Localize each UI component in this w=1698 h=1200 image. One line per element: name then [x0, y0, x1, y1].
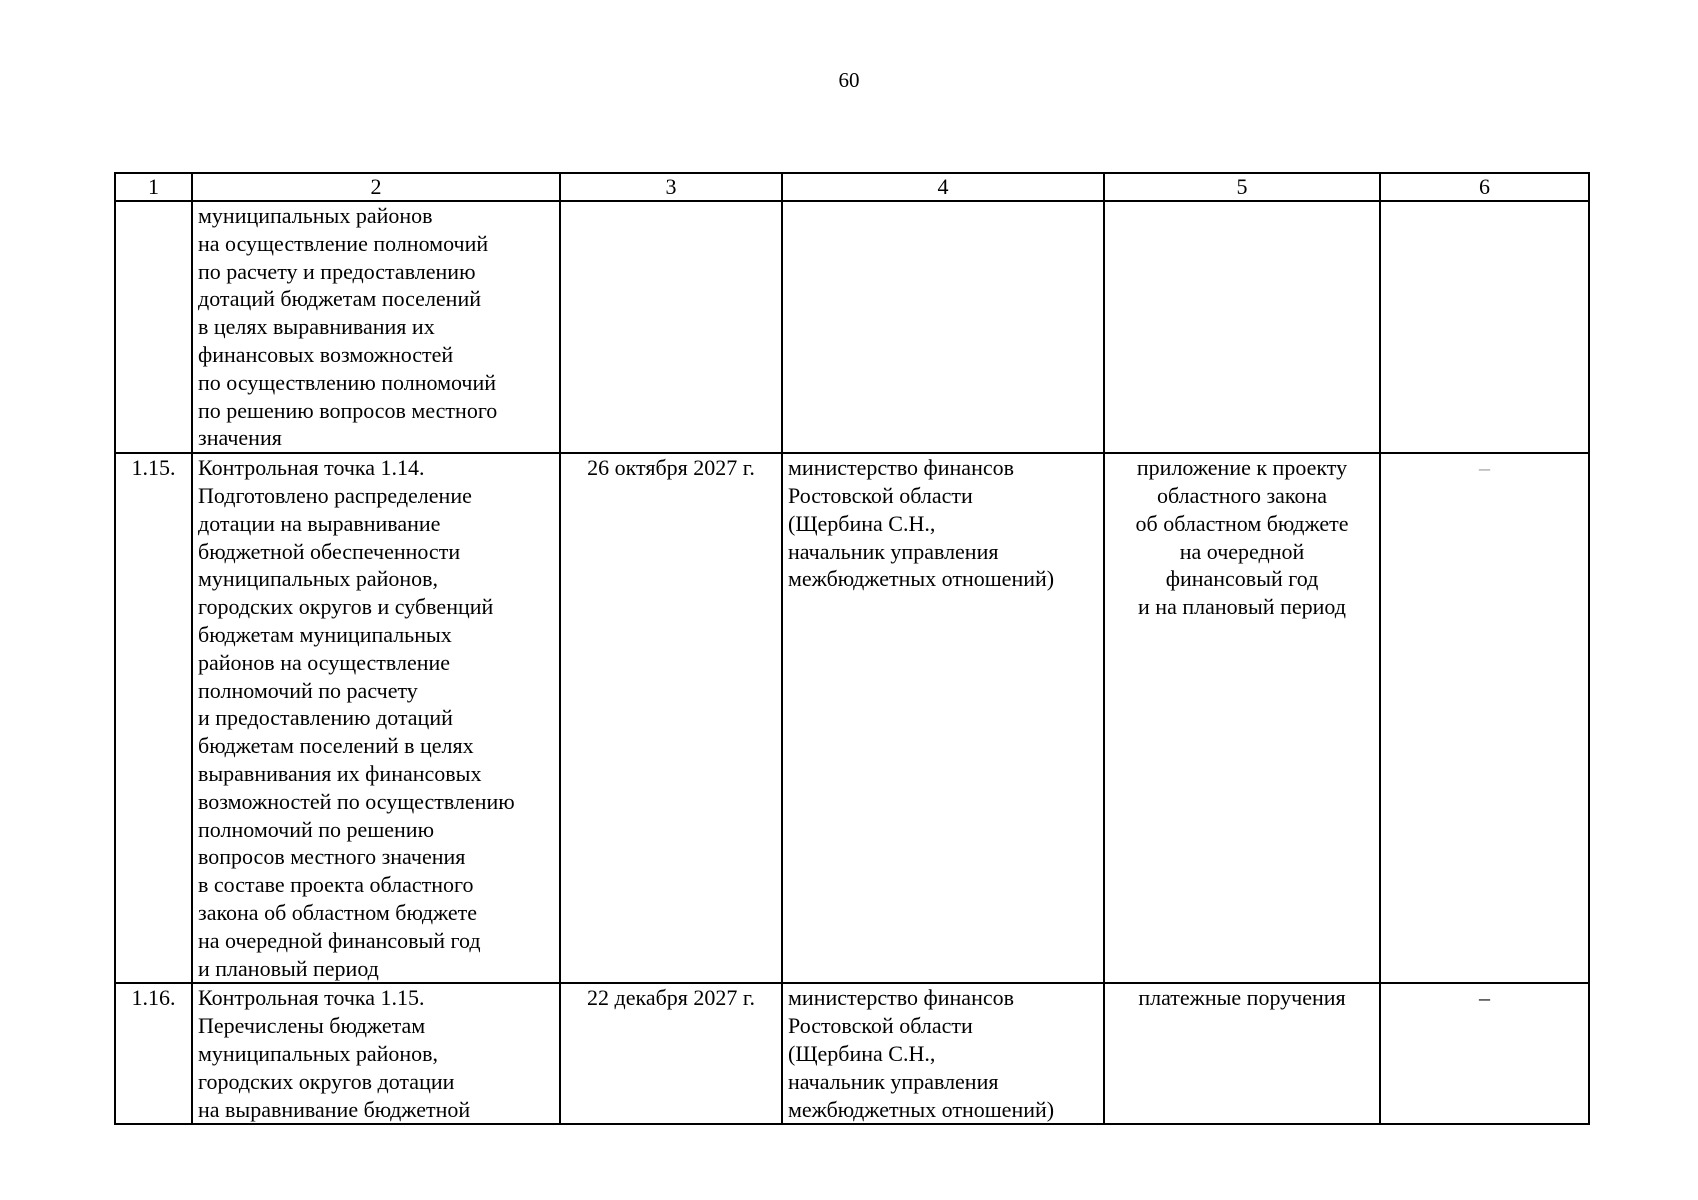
responsible-cell	[782, 453, 1104, 983]
responsible-line: межбюджетных отношений)	[788, 1096, 1055, 1122]
description-line: выравнивания их финансовых	[198, 760, 482, 786]
responsible-line: (Щербина С.Н.,	[788, 1040, 936, 1066]
description-line: дотации на выравнивание	[198, 510, 441, 536]
row-number-cell: 1.15.	[115, 453, 192, 983]
description-cell	[192, 983, 560, 1124]
description-line: в целях выравнивания их	[198, 314, 435, 340]
description-cell	[192, 453, 560, 983]
responsible-line: (Щербина С.Н.,	[788, 510, 936, 536]
result-document-line: на очередной	[1179, 538, 1305, 564]
result-document-cell	[1104, 983, 1380, 1124]
column-header-4: 4	[782, 173, 1104, 201]
description-cell	[192, 201, 560, 453]
responsible-line: начальник управления	[788, 1068, 999, 1094]
date-cell: 26 октября 2027 г.	[560, 453, 782, 983]
description-line: вопросов местного значения	[198, 844, 466, 870]
description-line: закона об областном бюджете	[198, 899, 478, 925]
page-number: 60	[838, 68, 860, 92]
note-cell: –	[1380, 983, 1589, 1124]
date-cell	[560, 201, 782, 453]
responsible-cell	[782, 983, 1104, 1124]
description-line: бюджетной обеспеченности	[198, 538, 461, 564]
description-line: городских округов дотации	[198, 1068, 455, 1094]
result-document-cell	[1104, 453, 1380, 983]
description-line: муниципальных районов	[198, 203, 433, 228]
column-header-1: 1	[115, 173, 192, 201]
responsible-line: министерство финансов	[788, 985, 1014, 1011]
column-header-5: 5	[1104, 173, 1380, 201]
description-line: Контрольная точка 1.15.	[198, 985, 425, 1011]
date-cell: 22 декабря 2027 г.	[560, 983, 782, 1124]
description-line: Контрольная точка 1.14.	[198, 455, 425, 481]
description-line: на осуществление полномочий	[198, 230, 489, 256]
result-document-line: областного закона	[1156, 482, 1328, 508]
description-line: Перечислены бюджетам	[198, 1013, 426, 1039]
description-line: значения	[198, 425, 282, 451]
description-line: полномочий по расчету	[198, 677, 418, 703]
description-line: возможностей по осуществлению	[198, 788, 515, 814]
row-number-cell	[115, 201, 192, 453]
result-document-line: об областном бюджете	[1135, 510, 1349, 536]
result-document-line: и на плановый период	[1138, 594, 1346, 620]
responsible-line: начальник управления	[788, 538, 999, 564]
result-document-line: приложение к проекту	[1136, 455, 1348, 481]
description-line: и предоставлению дотаций	[198, 705, 453, 731]
responsible-line: министерство финансов	[788, 455, 1014, 481]
description-line: по осуществлению полномочий	[198, 369, 497, 395]
description-line: на очередной финансовый год	[198, 927, 481, 953]
column-number-row	[115, 173, 1589, 201]
responsible-line: Ростовской области	[788, 1013, 973, 1039]
description-line: на выравнивание бюджетной	[198, 1096, 471, 1122]
table-row	[115, 983, 1589, 1124]
description-line: полномочий по решению	[198, 816, 435, 842]
result-document-cell	[1104, 201, 1380, 453]
note-cell	[1380, 201, 1589, 453]
column-header-2: 2	[192, 173, 560, 201]
description-line: городских округов и субвенций	[198, 594, 494, 620]
description-line: и плановый период	[198, 955, 379, 981]
description-line: районов на осуществление	[198, 649, 451, 675]
table-body	[115, 201, 1589, 1124]
responsible-line: Ростовской области	[788, 482, 973, 508]
responsible-cell	[782, 201, 1104, 453]
row-number-cell: 1.16.	[115, 983, 192, 1124]
table-row	[115, 453, 1589, 983]
description-line: финансовых возможностей	[198, 341, 454, 367]
plan-table	[114, 172, 1590, 1125]
column-header-3: 3	[560, 173, 782, 201]
result-document-line: финансовый год	[1165, 566, 1319, 592]
column-header-6: 6	[1380, 173, 1589, 201]
description-line: в составе проекта областного	[198, 872, 474, 898]
note-cell: –	[1380, 453, 1589, 983]
description-line: по расчету и предоставлению	[198, 258, 476, 284]
description-line: муниципальных районов,	[198, 1040, 439, 1066]
responsible-line: межбюджетных отношений)	[788, 566, 1055, 592]
description-line: бюджетам муниципальных	[198, 621, 452, 647]
description-line: по решению вопросов местного	[198, 397, 498, 423]
description-line: муниципальных районов,	[198, 566, 439, 592]
table-row	[115, 201, 1589, 453]
description-line: бюджетам поселений в целях	[198, 733, 474, 759]
result-document-line: платежные поручения	[1138, 985, 1346, 1011]
description-line: дотаций бюджетам поселений	[198, 286, 482, 312]
description-line: Подготовлено распределение	[198, 482, 472, 508]
